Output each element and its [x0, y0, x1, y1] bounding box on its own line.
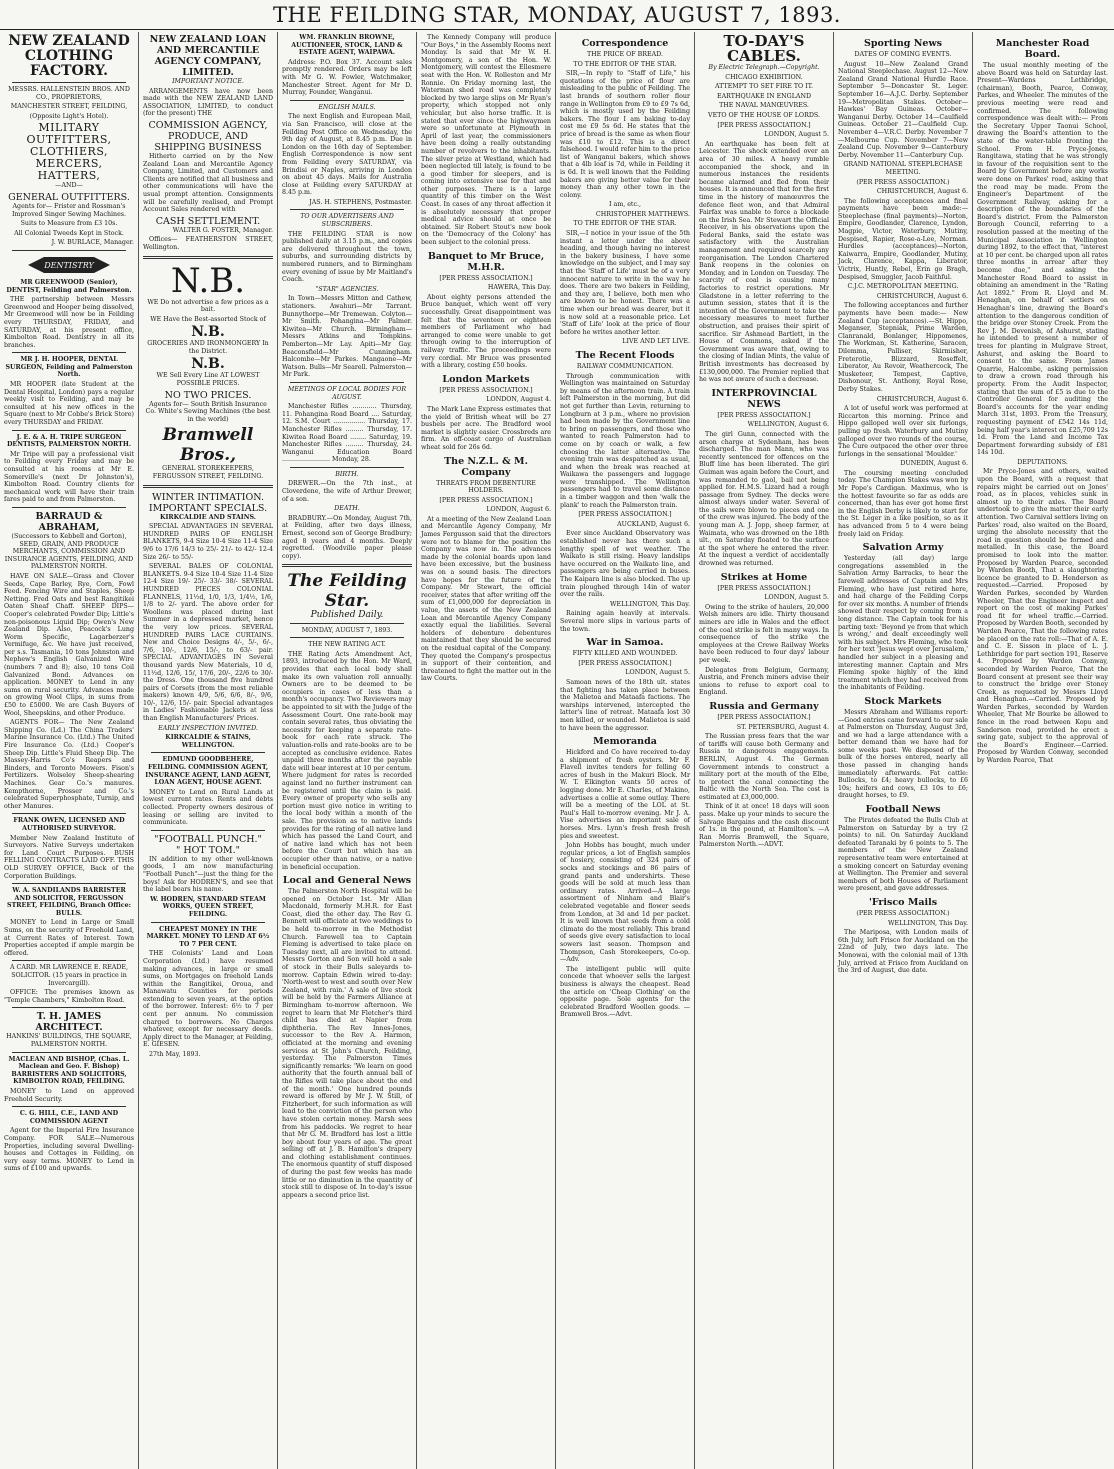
cjc-head: C.J.C. METROPOLITAN MEETING.	[847, 283, 959, 291]
stock-text: Messrs Abraham and Williams report:—Good entries came forward to our sale at Palmerston on Thursday, August 3rd, and we had a large attendance with a better demand than we have had for some weeks past. We disposed of the bulk of the horses entered, nearly all those passed in changing hands immediately afterwards. Fat cattle: Bullocks, to £4; heavy bullocks, to £6 10s; heifers and cows, £3 10s to £6; draught horses, to £9.	[838, 708, 968, 800]
newspaper-page	[0, 32, 1114, 1469]
sandilands-head: W. A. SANDILANDS BARRISTER AND SOLICITOR, FERGUSSON STREET, FEILDING, Branch Office: BULLS.	[7, 887, 131, 917]
football-punch: "FOOTBALL PUNCH."	[154, 833, 262, 845]
nb-agents: Agents for— South British Insurance Co. White's Sewing Machines (the best in the world)	[145, 400, 271, 423]
dunedin-text: The coursing meeting concluded today. The Champion Stakes was won by Mr Pope's Cardigan. Maximus, who is the hottest favourite so far as odds are concerned, than has ever got home first in the English Derby is likely to start for the St. Leger in a like position, so as it has advanced from 5 to 4 were being freely laid on Friday.	[838, 469, 968, 538]
football-head: Football News	[865, 804, 941, 816]
rating-text: THE Rating Acts Amendment Act, 1893, introduced by the Hon. Mr Ward, provides that each local body shall make its own valuation roll annually. Owners are to be deemed to be occupiers in cases of less than a month's occupancy. Two Reviewers may be appointed to sit with the Judge of the Assessment Court. One rate-book may contain several rates, thus obviating the necessity for keeping a separate rate-book for each rate struck. The valuation-rolls and rate-books are to be accepted as conclusive evidence. Rates unpaid three months after the payable date will bear interest at 10 per centum. Where judgment for rates is recorded against land no further instrument can be registered until the claim is paid. Every owner of property who sells any portion must give notice in writing to the local body within a month of the sale. The provision as to native lands provides for the rating of all native land which has passed the Land Court, and of native land which has not been before the Court but which has an occupier other than native, or a native in beneficial occupation.	[282, 650, 412, 871]
general-outfitters-line: GENERAL OUTFITTERS.	[8, 191, 130, 203]
early-inspection: EARLY INSPECTION INVITED.	[158, 724, 258, 732]
outfitters-line: MILITARY OUTFITTERS,	[26, 121, 112, 147]
death-head: DEATH.	[334, 505, 360, 513]
kirkcaldie-footer: KIRKCALDIE & STAINS, WELLINGTON.	[165, 734, 251, 749]
nb-head-2: N.B.	[191, 324, 225, 341]
meetings-list: Manchester Rifles ............ Thursday, 11. Pohangina Road Board .... Saturday, 12. S.M. Court ................ Thursday, 17. Manchester Rifles ......... Thursday, 17. Kiwitea Road Board ........ Saturday, 19. Manchester Rifles ......... Thursday, 24. Wanganui Education Board ........................ Monday, 28.	[282, 403, 412, 464]
russia-place: ST. PETERSBURG, August 4.	[736, 723, 829, 731]
grand-head: GRAND NATIONAL STEEPLECHASE MEETING.	[843, 161, 963, 176]
bread-head: THE PRICE OF BREAD.	[586, 51, 664, 58]
reade-text: OFFICE: The premises known as "Temple Chambers," Kimbolton Road.	[4, 989, 134, 1004]
bread-text: SIR,—In reply to "Staff of Life," his quotations of the price of flour are misleading to the public of Feilding. The last brands of southern roller flour range in Wellington from £9 to £9 7s 6d, which is mostly used by the Feilding bakers. The flour I am baking to-day cost me £9 5s 6d. He states that the price of bread is the same as when flour was £10 to £12. This is a direct falsehood. I would refer him to the price list of Wanganui bakers, which shows that a 4lb loaf is 7d, while in Feilding it is 6d. It is well known that the Feilding bakers are giving better value for their money than any other town in the colony.	[560, 70, 690, 199]
strikes-assoc: [PER PRESS ASSOCIATION.]	[717, 584, 811, 592]
nb-text-1b: WE Have the Best-assorted Stock of	[150, 315, 266, 323]
strikes-text-2: Delegates from Belgium, Germany, Austria, and French miners advise their unions to refuse to export coal to England.	[699, 666, 829, 697]
clothiers-line: CLOTHIERS,	[30, 145, 108, 159]
bramwell-sub: GENERAL STOREKEEPERS, FERGUSSON STREET, FEILDING.	[152, 465, 264, 481]
notice-text: ARRANGEMENTS have now been made with the NEW ZEALAND LAND ASSOCIATION, LIMITED, to conduct (for the present) THE	[143, 87, 273, 118]
auckland-assoc: [PER PRESS ASSOCIATION.]	[578, 511, 672, 519]
bramwell-title: Bramwell Bros.,	[162, 425, 254, 466]
commission-head: COMMISSION AGENCY, PRODUCE, AND SHIPPING BUSINESS	[148, 119, 268, 153]
manchester-head: Manchester Road Board.	[995, 38, 1090, 60]
dentistry-banner-icon	[24, 254, 114, 276]
nzm-sub: THREATS FROM DEBENTURE HOLDERS.	[436, 479, 536, 495]
goodbehere-text: MONEY to Lend on Rural Lands at lowest current rates. Rents and debts collected. Property owners desirous of leasing or selling are invited to communicate.	[143, 788, 273, 827]
goodbehere-head: EDMUND GOODBEHERE, FEILDING. COMMISSION AGENT, INSURANCE AGENT, LAND AGENT, LOAN AGENT, HOUSE AGENT.	[145, 756, 271, 787]
owen-head: FRANK OWEN, LICENSED AND AUTHORISED SURVEYOR.	[13, 817, 125, 832]
russia-assoc: [PER PRESS ASSOCIATION.]	[717, 713, 811, 721]
bruce-assoc: [PER PRESS ASSOCIATION.]	[439, 274, 533, 282]
barraud-head: BARRAUD & ABRAHAM,	[35, 510, 103, 533]
maclean-money: MONEY to Lend on approved Freehold Security.	[4, 1087, 134, 1103]
bread-sign: CHRISTOPHER MATTHEWS.	[595, 210, 690, 218]
local-text: The Palmerston North Hospital will be opened on October 1st. Mr Allan Macdonald, formerly M.H.R. for East Coast, died the other day. The Rev G. Bennett will officiate at two weddings to be held to-morrow in the Methodist Church. Farewell tea to Captain Fleming is advertised to take place on Tuesday next, all are invited to attend. Messrs Gorton and Son will hold a sale of stock in their Bulls saleyards to-morrow. Captain Edwin wired to-day: 'North-west to west and south over New Zealand, with rain.' A sale of live stock will be held by the Farmers Alliance at Birmingham to-morrow afternoon. We regret to learn that Mr Fletcher's third child has died at Napier from diphtheria. The Rev Innes-Jones, successor to the Rev A. Harmon, officiated at the morning and evening services at St John's Church, Feilding, yesterday. The Palmerston Times significantly remarks: 'We learn on good authority that the fourth annual ball of the Rifles will take place about the end of the month.' One hundred pounds reward is offered by Mr J. W. Still, of Fitzherbert, for such information as will lead to the conviction of the person who have stolen certain money. Marsh sees from his paddocks. We regret to hear that Mr G. M. Bradford has lost a little boy about four years of age. The great selling off at J. B. Hamilton's drapery and clothing establishment continues. The enormous quantity of stuff disposed of during the past few weeks has made little or no diminution in the quantity of stock still to dispose of. In to-day's issue appears a second price list.	[282, 888, 412, 1199]
cjc-place: CHRISTCHURCH, August 6.	[876, 292, 968, 300]
browne-text: Address: P.O. Box 37. Account sales promptly rendered. Orders may be left with Mr G. W. Fowler, Watchmaker, Manchester Street. Agent for Mr D. Murray, Founder, Wanganui.	[282, 58, 412, 97]
salvation-head: Salvation Army	[862, 542, 944, 554]
barraud-agents: AGENTS FOR— The New Zealand Shipping Co. (Ld.) The China Traders' Marine Insurance Co. (Ltd.) The United Fire Insurance Co. (Ltd.) Cooper's Sheep Dip. Little's Fluid Sheep Dip. The Massey-Harris Co's Reapers and Binders, and Toronto Mowers. Fison's Fertilizers. Wolseley Sheep-shearing Machines. Gear Co.'s manures. Kempthorne, Prosser and Co.'s celebrated Superphosphate, Turnip, and other Manures.	[4, 719, 134, 810]
grand-place: CHRISTCHURCH, August 6.	[876, 188, 968, 196]
nb-head-3: N.B.	[191, 356, 225, 373]
cheapest-head: CHEAPEST MONEY IN THE MARKET. MONEY TO LEND AT 6½ TO 7 PER CENT.	[146, 925, 270, 948]
kirkcaldie-head: KIRKCALDIE AND STAINS.	[160, 513, 256, 521]
sporting-head: Sporting News	[864, 38, 942, 49]
auckland-place: AUCKLAND, August 6.	[617, 520, 690, 528]
frisco-place: WELLINGTON, This Day.	[888, 919, 968, 927]
auckland-text: Ever since Auckland Observatory was established never has there such a lengthy spell of wet weather. The Waikato is still rising. Heavy landslips have occurred on the Waikato line, and passengers are being carried in buses. The Kaipara line is also blocked. The up train ploughed through 14in of water over the rails.	[560, 530, 690, 599]
sales-text: SEVERAL BALES OF COLONIAL BLANKETS. 9-4 Size 10-4 Size 11-4 Size 12-4 Size 19/- 25/- 33/- 38/- SEVERAL HUNDRED PIECES COLONIAL FLANNELS, 11½d, 1/0, 1/3, 1/4½, 1/6, 1/8 to 2/- yard. The above order for Woollens was placed during last Summer in a depressed market, hence the very low prices. SEVERAL HUNDRED PAIRS LACE CURTAINS. New and Choice Designs 4/-, 5/-, 6/-, 7/6, 10/-, 12/6, 15/-, to 63/- pair. SPECIAL ADVANTAGES IN Several thousand yards New Materials, 10 d, 11½d, 12/6, 15/, 17/6, 20/-, 22/6 to 30/- the Dress. One thousand five hundred pairs of Corsets (from the most reliable makers) known 4/9, 5/6, 6/6, 8/-, 9/6, 10/-, 12/6, 15/- pair. Special advantages in Ladies' Fashionable Jackets at less than English Manufacturers' Prices.	[143, 563, 273, 723]
greenwood-head: MR GREENWOOD (Senior), DENTIST, Feilding and Palmerston.	[6, 278, 132, 294]
barraud-text: HAVE ON SALE—Grass and Clover Seeds, Cape Barley, Rye, Corn, Fowl Feed. Fencing Wire and Staples, Sheep Netting. Fred Oats and best Rangitikei Oaten Sheaf Chaff. SHEEP DIPS—Cooper's celebrated Powder Dip; Little's non-poisonous Liquid Dip; Owen's New Zealand Dip. Also, Peacock's Lung Worm Specific, Lagarberzer's Vermifuge, &c. We have just received, per s.s. Tasmania, 10 tons Johnston and Nephew's English Galvanized Wire (numbers 7 and 8); also, 10 tons Coil Galvanized Bond. Advances on application. MONEY to Lend in any sums on rural security. Advances made on growing Wool Clips, in sums from £50 to £5000. We are Cash Buyers of Wool, Sheepskins, and other Produce.	[4, 572, 134, 717]
samoa-head: War in Samoa.	[586, 637, 664, 649]
death-text: BRADBURY.—On Monday, August 7th, at Feilding, after two days illness, Ernest, second son of George Bradbury; aged 8 years and 4 months. Deeply regretted. (Woodville paper please copy).	[282, 514, 412, 560]
birth-head: BIRTH.	[335, 470, 359, 478]
frisco-assoc: (PER PRESS ASSOCIATION.)	[856, 909, 950, 917]
cables-text: An earthquake has been felt at Leicester. The shock extended over an area of 30 miles. A heavy rumble accompanied the shock, and in numerous instances the residents became alarmed and fled from their houses. It is announced that for the first time in the history of manœuvres the defence fleet won, and that Admiral Fairfax was unable to force a blockade on the Irish Sea. Mr Stewart the Official Receiver, in his observations upon the Federal Banks, said the estate was satisfactory with the Australian management and required scarcely any reorganisation. The London Chartered Bank reopens in the colonies on Monday, and in London on Tuesday. The scarcity of coal is causing many factories to restrict operations. Mr Gladstone in a letter referring to the autumn session, states that it is the intention of the Government to take the necessary measures to meet further obstruction, and praises their spirit of sacrifice. Sir Ashmead Bartlett, in the House of Commons, asked if the Government was aware that, owing to the closing of Indian Mints, the value of British investments has decreased by £130,000,000. The Premier replied that he was not aware of such a decrease.	[699, 140, 829, 384]
greenwood-text: THE partnership between Messrs Greenwood and Hooper being dissolved, Mr Greenwood will now be in Feilding every THURSDAY, FRIDAY, and SATURDAY, at his present office, Kimbolton Road. Dentistry in all its branches.	[4, 296, 134, 349]
london-text: The Mark Lane Express estimates that the yield of British wheat will be 27 bushels per acre. The Bradford wool market is slightly easier. Crossbreds are firm. An off-coast cargo of Australian wheat sold for 26s 6d.	[421, 405, 551, 451]
agencies-list: In Town—Messrs Mitton and Cathew, stationers. Awahuri—Mr Tarrant. Bunnythorpe—Mr Tremewan. Colyton—Mr Smith. Pohangina—Mr Palmer. Kiwitea—Mr Church. Birmingham—Messrs Atkins and Tompkins. Pemberton—Mr Lay. Apiti—Mr Gay. Beaconsfield—Mr Cunningham. Halcombe—Mr Parkes. Mangaone—Mr Watson. Bulls—Mr Searell. Palmerston—Mr Park.	[282, 295, 412, 379]
hill-head: C. G. HILL, C.E., LAND AND COMMISSION AGENT	[19, 1110, 119, 1125]
football-text: The Pirates defeated the Bulls Club at Palmerston on Saturday by a try (2 points) to nil. On Saturday Auckland defeated Taranaki by 6 points to 5. The members of the New Zealand representative team were entertained at a smoking concert on Saturday evening at Wellington. The Premier and several members of both Houses of Parliament were present, and gave addresses.	[838, 817, 968, 893]
column-7	[834, 32, 973, 1469]
bread-to: TO THE EDITOR OF THE STAR.	[573, 60, 677, 68]
veto: VETO OF THE HOUSE OF LORDS.	[708, 111, 820, 119]
salvation-text: Yesterday (all day) large congregations assembled in the Salvation Army Barracks, to hear the farewell addresses of Captain and Mrs Fleming, who have just retired here, and had charge of the Feilding Corps for over six months. A number of friends showed their respect by coming from a long distance. The Captain took for his parting text: 'Beyond ye from that which is wrong,' and dealt exceedingly well with his subject. Mrs Fleming, who took for her text 'Jesus wept over Jerusalem,' handled her subject in a pleasing and interesting manner. Captain and Mrs Fleming spoke highly of the kind treatment which they had received from the inhabitants of Feilding.	[838, 555, 968, 692]
strikes-place: LONDON, August 5.	[764, 594, 829, 602]
money-text: MONEY to Lend in Large or Small Sums, on the security of Freehold Land, at Current Rates of Interest. Town Properties accepted if ample margin be offered.	[4, 919, 134, 957]
owen-text: Member New Zealand Institute of Surveyors. Native Surveys undertaken for Land Court Purposes. BUSH FELLING CONTRACTS LAID OFF. THIS OLD SURVEY OFFICE, Back of the Corporation Buildings.	[4, 834, 134, 880]
column-6	[695, 32, 834, 1469]
russia-head: Russia and Germany	[709, 700, 819, 712]
our-adv-text: THE FEILDING STAR is now published daily at 3.15 p.m., and copies are delivered throughout the town, suburbs, and surrounding districts by numbered runners, and to Birmingham every evening of issue by Mr Maitland's Coach.	[282, 230, 412, 284]
postmaster: JAS. H. STEPHENS, Postmaster.	[309, 198, 412, 206]
deputation-text: Mr Pryce-Jones and others, waited upon the Board, with a request that repairs might be carried out on Jones' road, as in places, vehicles sunk in almost up to their axles. The Board undertook to give the matter their early attention. Two Carnival settlers living on Parkes' road, also waited on the Board, urging the absolute necessity that the road in question should be formed and metalled. In this case, the Board promised to look into the matter. Proposed by Warden Pearce, seconded by Warden Booth, That a slaughtering licence be granted to D. Henderson as requested.—Carried. Proposed by Warden Parkes, seconded by Warden Wheeler, That the Engineer inspect and report on the cost of making Parkes' road fit for wheel traffic.—Carried. Proposed by Warden Booth, seconded by Warden Pearce, That the following rates be placed on the rate roll:—That of A. E. and C. E. Sisson in place of L. J. Lethbridge for part section 191, Reserve 4. Proposed by Warden Conway, seconded by Warden Pearce, That the Board consent at present see their way to construct the bridge over Stoney Creek, as requested by Messrs Lloyd and Henaghan.—Carried. Proposed by Warden Parkes, seconded by Warden Wheeler, That Mr Bourke be allowed to fence in the road between Kopu and Sanderson road, provided he erect a swing gate, subject to the approval of the Board's Engineer.—Carried. Proposed by Warden Conway, seconded by Warden Pearce, That	[977, 468, 1108, 765]
christchurch2-place: CHRISTCHURCH, August 6.	[876, 395, 968, 403]
local-head: Local and General News	[282, 875, 412, 887]
hill-text: Agent for the Imperial Fire Insurance Company. FOR SALE—Numerous Properties, including several Dwelling-houses and Cottages in Feilding, on very easy terms. MONEY to Lend in sums of £100 and upwards.	[4, 1127, 134, 1173]
london-assoc: [PER PRESS ASSOCIATION.]	[439, 386, 533, 394]
column-5	[556, 32, 695, 1469]
paper-date: MONDAY, AUGUST 7, 1893.	[301, 626, 393, 634]
hodren-text: IN addition to my other well-known goods, I am now manufacturing "Football Punch"—just the thing for the boys! Ask for HODREN'S, and see that the label bears his name.	[143, 855, 273, 894]
deputation-head: DEPUTATIONS.	[1017, 458, 1068, 466]
chicago: CHICAGO EXHIBITION.	[725, 73, 803, 81]
bruce-place: HAWERA, This Day.	[487, 284, 551, 292]
nzm-head: The N.Z.L. & M. Company	[444, 455, 528, 478]
cash-settlement: CASH SETTLEMENT.	[155, 215, 261, 227]
london-place: LONDON, August 4.	[486, 396, 551, 404]
foster: WALTER G. FOSTER, Manager.	[172, 226, 273, 234]
wellington-text: Raining again heavily at intervals. Several more slips in various parts of the town.	[560, 610, 690, 633]
hooper-head: MR J. H. HOOPER, DENTAL SURGEON, Feilding and Palmerston North.	[5, 356, 133, 379]
meetings-head: MEETINGS OF LOCAL BODIES FOR AUGUST.	[287, 385, 407, 401]
rating-head: THE NEW RATING ACT.	[308, 641, 386, 649]
column-1	[0, 32, 139, 1469]
mails-text: The next English and European Mail, via San Francisco, will close at the Feilding Post Office on Wednesday, the 9th day of August, at 8.45 p.m. Due in London on the 16th day of September. English Correspondence is now sent from Feilding every SATURDAY, via Brindisi or Naples, arriving in London on about 45 days. Mails for Australia close at Feilding every SATURDAY at 8.45 p.m.	[282, 113, 412, 197]
nzm-assoc: [PER PRESS ASSOCIATION.]	[439, 496, 533, 504]
tripe-head: J. E. & A. H. TRIPE SURGEON DENTISTS, PALMERSTON NORTH.	[6, 433, 132, 449]
cjc-text: The following acceptances and further payments have been made:— New Zealand Cup (acceptances).—St. Hippo, Meganser, Stepniak, Prime Warden, Clanranald, Bonlanger, Hippomenes, The Workman, St. Katherine, Saracen, Dilemma, Palliser, Skirmisher, Freterotie, Blizzard, Roseffelt, Liberator, Au Revoir, Weathercock, The Musketeer, Tempest, Captive, Dishonour, St. Anthony, Royal Rose, Derby Stakes.	[838, 302, 968, 393]
and-line: —AND—	[55, 182, 83, 190]
samoa-place: LONDON, August 5.	[625, 669, 690, 677]
column-8	[973, 32, 1112, 1469]
suits: Suits to Measure from £3 10s.	[20, 220, 118, 228]
interprovincial-head: INTERPROVINCIAL NEWS	[711, 387, 817, 410]
hot-tom: " HOT TOM."	[175, 844, 241, 856]
hodren-head: W. HODREN, STANDARD STEAM WORKS, QUEEN STREET, FEILDING.	[150, 895, 266, 918]
notice-head: IMPORTANT NOTICE.	[172, 78, 244, 85]
floods-head: The Recent Floods	[575, 349, 675, 361]
published-daily: Published Daily.	[310, 610, 384, 621]
two-prices: NO TWO PRICES.	[164, 389, 252, 401]
staff-text: SIR,—I notice in your issue of the 5th instant a letter under the above heading, and though having no interest in the bakery business, I have some knowledge on the subject, and I may say that the 'Staff of Life' must be of a very innocent nature to write in the way he does. There are two bakers in Feilding, and they are, I believe, both men who are known to be honest. There was a time when our bread was dearer, but it is now sold at a reasonable price. Let 'Staff of Life' look at the price of flour before he writes another letter.	[560, 230, 690, 336]
samoa-sub: FIFTY KILLED AND WOUNDED.	[572, 650, 678, 658]
cables-by: By Electric Telegraph.—Copyright.	[708, 64, 820, 71]
staff-to: TO THE EDITOR OF THE STAR.	[573, 220, 677, 228]
ip-place: WELLINGTON, August 6.	[747, 421, 829, 429]
correspondence-head: Correspondence	[581, 38, 669, 49]
board-text: The usual monthly meeting of the above Board was held on Saturday last. Present—Wardens Lethbridge, (chairman), Booth, Pearce, Conway, Parkes, and Wheeler. The minutes of the previous meeting were read and confirmed. The following correspondence was dealt with:— From the Secretary Upper Taonui School, drawing the Board's attention to the state of the water-table fronting the School. From H. Pryce-Jones, Rangitawa, stating that he was strongly in favour of the requisition sent to the Board by Government before any works were done on Parkes' road, asking that the road may be made. From the Engineer's Department of the Government Railway, asking for a description of the boundaries of the Board's district. From the Palmerston Borough Council, referring to a resolution passed at the meeting of the Municipal Association in Wellington during 1892, to the effect that, "interest at 10 per cent. be charged upon all rates three months in arrear after they become due," and asking the Manchester Road Board to assist in obtaining an amendment in the "Rating Act 1892." From R. Lloyd and M. Henaghan, on behalf of settlers on Henaghan's line, drawing the Board's attention to the dangerous condition of the bridge over Stoney Creek. From the Rev J. M. Devenish, of Ashurst, stating he intended to present a number of trees for planting in Mulgrave Street, Ashurst, and asking the Board to consent to the same. From James Quarrie, Halcombe, asking permission to draw a crown road through his property. From the Audit Inspector, stating that the sum of £5 is due to the Controller General for auditing the Board's accounts for the year ending March 31st, 1893. From the Treasury, requesting payment of £542 14s 11d, being half year's interest on £25,709 12s 1d. From the Land and Income Tax Department forwarding subsidy of £81 14s 10d.	[977, 62, 1108, 457]
clothing-factory-title: NEW ZEALAND CLOTHING FACTORY.	[8, 33, 130, 79]
col6-ad: Think of it at once! 18 days will soon pass. Make up your minds to secure the Salvage Bargains and the cash discount of 1s. in the pound, at Hamilton's. —A Ran Morris Bramwell, the Square, Palmerston North.—ADVT.	[699, 803, 829, 849]
london-head: London Markets	[442, 373, 530, 385]
hobbs-text: John Hobbs has bought, much under regular prices, a lot of English samples of hosiery, consisting of 324 pairs of socks and stockings and 86 pairs of grand pants and undershirts. These goods will be sold at much less than ordinary rates. Arrived—A large assortment of Ninham and Blair's celebrated vegetable and flower seeds from London, at 3d and 1d per packet. It is well known that seeds from a cold climate do the most reliably. This brand of seeds give every satisfaction to local sowers last season. Thompson and Thompson, Cash Storekeepers, Co-op. —Adv.	[560, 842, 690, 964]
stock-head: Stock Markets	[864, 695, 942, 707]
samoa-assoc: [PER PRESS ASSOCIATION.]	[578, 659, 672, 667]
column-3	[278, 32, 417, 1469]
nb-text-3: WE Sell Every Line AT LOWEST POSSIBLE PRICES.	[156, 372, 260, 388]
cables-place: LONDON, August 5.	[764, 131, 829, 139]
hatters-line: HATTERS,	[37, 169, 101, 183]
ip-text: The girl Gunn, connected with the arson charge at Sydenham, has been discharged. The man Mann, who was recently sentenced for offences on the Bluff line has been liberated. The girl Guiman was again before the Court, and was remanded to gaol, bail not being applied for. H.M.S. Lizard had a rough passage from Sydney. The decks were almost always under water. Several of the sails were blown to pieces and one of the crew was injured. The body of the young man A. J. Jopp, sheep farmer, at Waimata, who was drowned on the 18th ult., on Saturday floated to the surface at the spot where he entered the river. At the inquest a verdict of accidentally drowned was returned.	[699, 430, 829, 568]
opposite: (Opposite Light's Hotel).	[29, 112, 109, 120]
bread-sign-pre: I am, etc.,	[608, 201, 641, 209]
bruce-head: Banquet to Mr Bruce, M.H.R.	[427, 250, 545, 273]
wellington-place: WELLINGTON, This Day.	[610, 600, 690, 608]
memoranda-head: Memoranda	[593, 736, 657, 748]
floods-sub: RAILWAY COMMUNICATION.	[576, 362, 674, 370]
nzlma-title: NEW ZEALAND LOAN AND MERCANTILE AGENCY COMPANY, LIMITED.	[149, 34, 267, 78]
christchurch2-text: A lot of useful work was performed at Riccarton this morning. Prince and Hippo galloped well over six furlongs, pulling up fresh. Waterbury and Mutiny galloped over two rounds of the course, The Cure outpaced the other over three furlongs in the sensational 'Moulder.'	[838, 405, 968, 458]
tripe-text: Mr Tripe will pay a professional visit to Feilding every Friday and may be consulted at his rooms at Mr E. Somerville's (next Dr Johnston's), Kimbolton Road. Country clients for mechanical work will have their train fares paid to and from Palmerston.	[4, 450, 134, 504]
colonists-text: THE Colonists' Land and Loan Corporation (Ltd.) have resumed making advances, in large or small sums, on Mortgages on freehold Lands within the Rangitikei, Oroua, and Manawatu Counties for periods extending to seven years, at the option of the borrower. Interest: 6½ to 7 per cent per annum. No commission charged to borrowers. No Charges whatever, except for necessary deeds. Apply direct to the Manager, at Feilding, E. GIESEN.	[143, 950, 273, 1049]
paper-title: The Feilding Star.	[287, 571, 407, 612]
star-agencies-head: "STAR" AGENCIES.	[315, 285, 379, 293]
proprietors: MESSRS. HALLENSTEIN BROS. AND CO., PROPRIETORS,	[8, 86, 130, 101]
mails-head: ENGLISH MAILS.	[318, 103, 376, 111]
nb-head-1: N.B.	[170, 260, 246, 301]
nzm-text: At a meeting of the New Zealand Loan and Mercantile Agency Company, Mr James Fergusson said that the directors were not to blame for the position the Company was now in. The advances made by the colonial boards upon land have been excessive, but the business was on a sound basis. The directors have hopes for the future of the Company. Mr Stewart, the official receiver, states that after writing off the sum of £1,000,000 for depreciation in value, the assets of the New Zealand Loan and Mercantile Agency Company exactly equal the liabilities. Several holders of debenture debentures maintained that they should be secured on the residual capital of the Company. They quoted the Company's prospectus in support of their contention, and threatened to fight the matter out in the law Courts.	[421, 515, 551, 683]
russia-text: The Russian press fears that the war of tariffs will cause both Germany and Russia to dangerous engagements. BERLIN, August 4. The German Government intends to construct a military port at the mouth of the Elbe, to protect the canal connecting the Baltic with the North Sea. The cost is estimated at £3,000,000.	[699, 733, 829, 801]
nzm-place: LONDON, August 6.	[486, 506, 551, 514]
samoa-text: Samoan news of the 18th ult. states that fighting has taken place between the Malietoa and Mataafa factions. The warships intervened, intercepted the latter's line of retreat. Mataafa lost 30 men killed, or wounded. Malietoa is said to have been the aggressor.	[560, 678, 690, 732]
masthead	[0, 0, 1114, 30]
column-4	[417, 32, 556, 1469]
memoranda-text: Hickford and Co have received to-day a shipment of fresh oysters. Mr F. Flavell invites tenders for felling 60 acres of bush in the Makuri Block. Mr W. T. Elkington wants 50 acres of logging done. Mr E. Charles, of Makino, advertises a collie at some outlay. There will be a meeting of the LOL at St. Paul's Hall to-morrow evening. Mr J. A. Vise advertises an important sale of horses. Mrs. Lynn's fresh fresh fresh pies and sweetest.	[560, 749, 690, 840]
address: MANCHESTER STREET, FEILDING,	[10, 103, 128, 111]
browne-head: WM. FRANKLIN BROWNE, AUCTIONEER, STOCK, LAND & ESTATE AGENT, WAIPAWA.	[291, 34, 403, 57]
grand-assoc: (PER PRESS ASSOCIATION.)	[856, 178, 950, 186]
attempt: ATTEMPT TO SET FIRE TO IT.	[714, 83, 813, 91]
agents: Agents for— Frister and Rossman's Improved Singer Sewing Machines.	[11, 202, 127, 218]
commission-text: Hitherto carried on by the New Zealand Loan and Mercantile Agency Company, Limited, and Customers and Clients are notified that all business and other communications will have the usual prompt attention. Consignments will be carefully realised, and Prompt Account Sales rendered with	[143, 152, 273, 214]
strikes-head: Strikes at Home	[720, 571, 808, 583]
ip-assoc: [PER PRESS ASSOCIATION.]	[717, 411, 811, 419]
barraud-sub: (Successors to Kebbell and Gorton), SEED, GRAIN, AND PRODUCE MERCHANTS, COMMISSION AND INSURANCE AGENTS, FEILDING, AND PALMERSTON NORTH.	[4, 532, 134, 571]
james-text: HANKINS' BUILDINGS, THE SQUARE, PALMERSTON NORTH.	[6, 1033, 132, 1048]
manager: J. W. BURLACE, Manager.	[51, 239, 134, 247]
reade-head: A CARD. MR LAWRENCE E. READE, SOLICITOR. (15 years in practice in Invercargill).	[9, 964, 128, 987]
events-head: DATES OF COMING EVENTS.	[854, 51, 952, 58]
column-2	[139, 32, 278, 1469]
mercers-line: MERCERS,	[35, 157, 103, 171]
grand-text: The following acceptances and final payments have been made:— Steeplechase (final payments)—Norton, Empire, Goodlander, Clarence, Lyndon, Magpie, Victor, Waterbury, Mutiny, Despised, Rapier, Rose-a-Lee, Norman. Hurdles (acceptances)—Norton, Kaiwarra, Empire, Goodlander, Mutiny, Jack, Clarence, Kappa, Liberator, Victrix, Huntly, Rebel, Erin go Bragh, Despised, Smuggler, Jacob Faithful.	[838, 197, 968, 281]
col2-date: 27th May, 1893.	[149, 1051, 201, 1059]
masthead-title: THE FEILDING STAR, MONDAY, AUGUST 7, 1893.	[273, 3, 841, 27]
frisco-text: The Mariposa, with London mails of 6th July, left Frisco for Auckland on the 22nd of July, two days late. The Monowai, with the colonial mail of 13th July, arrived at Frisco from Auckland on the 3rd of August, due date.	[838, 929, 968, 975]
james-head: T. H. JAMES ARCHITECT.	[35, 1011, 103, 1034]
strikes-text: Owing to the strike of haulers, 20,000 Welsh miners are idle. Thirty thousand miners are idle in Wales and the effect of the coal strike is felt in many ways. In consequence of the strike the employees at the Crewe Railway Works have been reduced to four days' labour per week.	[699, 603, 829, 664]
events-list: August 10—New Zealand Grand National Steeplechase. August 12—New Zealand Grand National Hurdle Race. September 5—Doncaster St. Leger. September 16—A.J.C. Derby. September 19—Metropolitan Stakes. October—Hawkes' Bay Guineas. October—Wanganui Derby. October 14—Caulfield Guineas. October 21—Caulfield Cup. November 4—V.R.C. Derby. November 7—Melbourne Cup. November 7—New Zealand Cup. November 9—Canterbury Derby. November 11—Canterbury Cup.	[838, 60, 968, 159]
dunedin-place: DUNEDIN, August 6.	[900, 460, 968, 468]
nb-text-2: GROCERIES AND IRONMONGERY In the District.	[147, 340, 269, 355]
maclean-head: MACLEAN AND BISHOP, (Chas. L. Maclean and Geo. F. Bishop) BARRISTERS AND SOLICITORS, KIMBOLTON ROAD, FEILDING.	[8, 1055, 130, 1086]
specials-text: SPECIAL ADVANTAGES IN SEVERAL HUNDRED PAIRS OF ENGLISH BLANKETS, 9-4 Size 10-4 Size 11-4 Size 9/6 to 17/6 14/3 to 25/- 21/- to 42/- 12-4 Size 26/- to 55/-	[143, 523, 273, 561]
earthquake: EARTHQUAKE IN ENGLAND	[716, 92, 811, 100]
floods-text: Through communication with Wellington was maintained on Saturday by means of the afternoon train. A train left Palmerston in the morning, but did not get further than Levin, returning to Longburn at 3 p.m., where no provision had been made by the Government line to bring on passengers, and those who wanted to reach Palmerston had to come on by coach or walk, a few choosing the latter alternative. The evening train was despatched as usual, and when the break was reached at Waikawa the passengers and luggage were transhipped. The Wellington passengers had to travel some distance in a timber waggon and then 'walk the plank' to reach the Palmerston train.	[560, 372, 690, 509]
naval: THE NAVAL MANŒUVRES.	[719, 102, 809, 110]
last-text: The intelligent public will quite concede that whoever sells the largest business is always the cheapest. Read the article on 'Cheap Clothing' on the opposite page. Sole agents for the celebrated Bradford Woollen goods. —Bramwell Bros.—Advt.	[560, 965, 690, 1019]
dentistry-banner-text: DENTISTRY	[44, 260, 94, 270]
cables-assoc: [PER PRESS ASSOCIATION.]	[717, 121, 811, 129]
hooper-text: MR HOOPER (late Student at the Dental Hospital, London) pays a regular weekly visit to Feilding, and may be consulted at his new offices in the Square (next to Mr Cobbe's Brick Store) every THURSDAY and FRIDAY.	[4, 381, 134, 427]
winter-head: WINTER INTIMATION. IMPORTANT SPECIALS.	[148, 491, 268, 514]
col4-intro: The Kennedy Company will produce "Our Boys," in the Assembly Rooms next Monday. Is said that Mr W. H. Montgomery, a son of the Hon. W. Montgomery, will contest the Ellesmere seat with the Hon. W. Rolleston and Mr Ronnie. On Friday morning last, the Waterman shed road was completely blocked by two large slips on Mr Ryan's property, which stopped not only vehicular, but also horse traffic. It is stated that ever since the highwaymen were so unfortunate at Plymouth in April of last year, the commissioners have been doing a really outstanding number of revolvers to the inhabitants. The silver prize at Westland, which had been neglected till lately, is found to be a good timber for sleepers, and is coming into extensive use for that and other purposes. There is a large quantity of this timber on the West Coast. In cases of any throat affection it is absolutely necessary that proper medical advice should at once be obtained. Sir Robert Stout's new book on the 'Democracy of the Colony' has been subject to the colonial press.	[421, 34, 551, 247]
staff-sign: LIVE AND LET LIVE.	[622, 338, 690, 346]
nb-text-1: WE Do not advertise a few prices as a bait.	[147, 298, 269, 314]
cables-head: TO-DAY'S CABLES.	[723, 32, 805, 65]
bruce-text: About eighty persons attended the Bruce banquet, which went off very successfully. Great disappointment was felt that the seventeen or eighteen members of Parliament who had arranged to come were unable to get through owing to the interruption of railway traffic. The proceedings were very cordial. Mr Bruce was presented with a library, costing £50 books.	[421, 293, 551, 370]
frisco-head: 'Frisco Mails	[868, 896, 938, 908]
colonial: All Colonial Tweeds Kept in Stock.	[14, 229, 124, 237]
offices: Offices— FEATHERSTON STREET, Wellington.	[143, 236, 273, 251]
birth-text: DREWER.—On the 7th inst., at Cloverdene, the wife of Arthur Drewer, of a son.	[282, 480, 412, 503]
our-adv-head: TO OUR ADVERTISERS AND SUBSCRIBERS.	[300, 213, 394, 229]
